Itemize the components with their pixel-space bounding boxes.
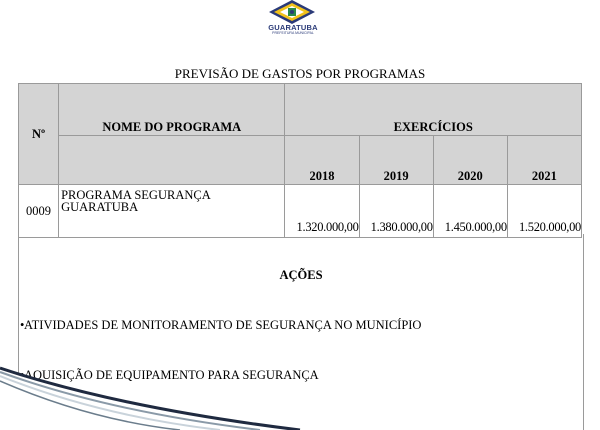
program-code: 0009 bbox=[19, 185, 59, 238]
logo-subtitle: PREFEITURA MUNICIPAL bbox=[272, 31, 314, 35]
actions-heading: AÇÕES bbox=[279, 268, 323, 282]
bullet-icon: • bbox=[20, 318, 25, 332]
header-exercises: EXERCÍCIOS bbox=[285, 84, 582, 136]
action-item-label: AQUISIÇÃO DE EQUIPAMENTO PARA SEGURANÇA bbox=[24, 368, 319, 382]
value-cell: 1.380.000,00 bbox=[359, 185, 433, 238]
value-cell: 1.320.000,00 bbox=[285, 185, 359, 238]
program-name: PROGRAMA SEGURANÇA GUARATUBA bbox=[59, 185, 285, 238]
city-crest-icon bbox=[269, 0, 315, 24]
header-year: 2019 bbox=[359, 136, 433, 185]
header-year: 2018 bbox=[285, 136, 359, 185]
value-cell: 1.450.000,00 bbox=[433, 185, 507, 238]
logo-name: GUARATUBA bbox=[268, 23, 318, 32]
table-row bbox=[19, 185, 582, 238]
budget-table bbox=[18, 83, 582, 238]
bullet-icon: • bbox=[20, 368, 25, 382]
header-blank bbox=[59, 136, 285, 185]
page-title: PREVISÃO DE GASTOS POR PROGRAMAS bbox=[174, 66, 426, 81]
header-year: 2021 bbox=[507, 136, 581, 185]
guaratuba-logo bbox=[263, 0, 323, 40]
action-item-label: ATIVIDADES DE MONITORAMENTO DE SEGURANÇA NO MUNICÍPIO bbox=[24, 318, 422, 332]
header-number: Nº bbox=[19, 84, 59, 185]
header-program-name: NOME DO PROGRAMA bbox=[59, 84, 285, 136]
value-cell: 1.520.000,00 bbox=[507, 185, 581, 238]
header-year: 2020 bbox=[433, 136, 507, 185]
decorative-swoosh bbox=[0, 360, 600, 430]
action-item bbox=[20, 318, 421, 333]
